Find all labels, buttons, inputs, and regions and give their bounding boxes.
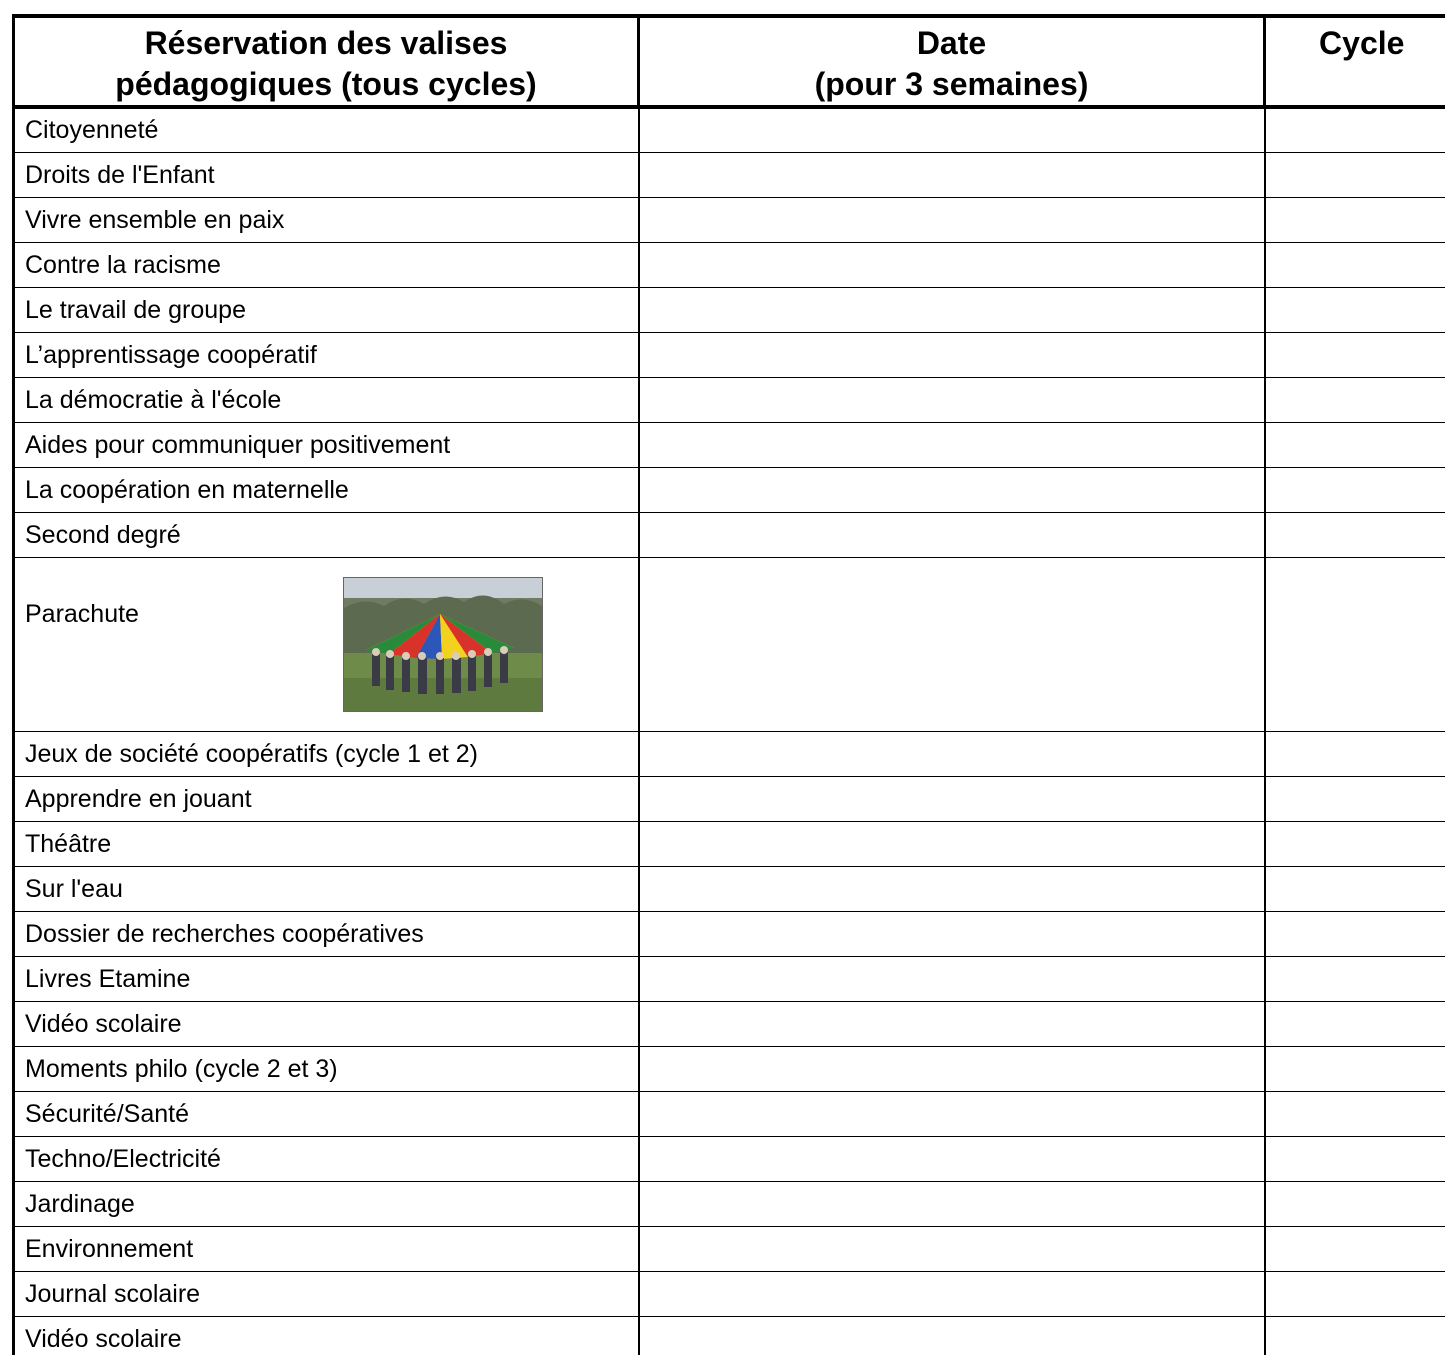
kit-name-cell: [14, 1181, 639, 1226]
kit-name: Second degré: [25, 520, 181, 549]
date-cell[interactable]: [639, 911, 1265, 956]
table-row: [14, 242, 1445, 287]
kit-name: Techno/Electricité: [25, 1144, 221, 1173]
date-cell[interactable]: [639, 1001, 1265, 1046]
table-row: [14, 152, 1445, 197]
kit-name-cell: [14, 152, 639, 197]
kit-name-cell: [14, 1226, 639, 1271]
cycle-cell[interactable]: [1265, 911, 1445, 956]
kit-name: La coopération en maternelle: [25, 475, 349, 504]
date-cell[interactable]: [639, 197, 1265, 242]
header-date-line-1: Date: [916, 25, 987, 61]
cycle-cell[interactable]: [1265, 242, 1445, 287]
cycle-cell[interactable]: [1265, 1271, 1445, 1316]
kit-name: Vidéo scolaire: [25, 1324, 182, 1353]
date-cell[interactable]: [639, 332, 1265, 377]
date-cell[interactable]: [639, 467, 1265, 512]
kit-name: Apprendre en jouant: [25, 784, 252, 813]
table-row: [14, 731, 1445, 776]
kit-name: Jeux de société coopératifs (cycle 1 et 2): [25, 739, 479, 768]
kit-name-cell: [14, 1136, 639, 1181]
cycle-cell[interactable]: [1265, 866, 1445, 911]
table-row: [14, 557, 1445, 731]
kit-name-cell: [14, 197, 639, 242]
date-cell[interactable]: [639, 821, 1265, 866]
kit-name-cell: [14, 467, 639, 512]
table-row: [14, 1091, 1445, 1136]
cycle-cell[interactable]: [1265, 287, 1445, 332]
date-cell[interactable]: [639, 776, 1265, 821]
date-cell[interactable]: [639, 287, 1265, 332]
kit-name-cell: [14, 1001, 639, 1046]
cycle-cell[interactable]: [1265, 557, 1445, 731]
date-cell[interactable]: [639, 731, 1265, 776]
kit-name: Livres Etamine: [25, 964, 191, 993]
table-row: [14, 422, 1445, 467]
date-cell[interactable]: [639, 422, 1265, 467]
table-row: [14, 467, 1445, 512]
kit-name-cell: [14, 332, 639, 377]
kit-name: Droits de l'Enfant: [25, 160, 215, 189]
cycle-cell[interactable]: [1265, 512, 1445, 557]
table-row: [14, 1001, 1445, 1046]
kit-name: Jardinage: [25, 1189, 135, 1218]
date-cell[interactable]: [639, 1226, 1265, 1271]
header-row: [14, 16, 1445, 107]
kit-name: La démocratie à l'école: [25, 385, 282, 414]
date-cell[interactable]: [639, 956, 1265, 1001]
kit-name-cell: [14, 287, 639, 332]
header-kit-column: [14, 16, 639, 107]
kit-name: Dossier de recherches coopératives: [25, 919, 424, 948]
kit-name-cell: [14, 1271, 639, 1316]
kit-name-cell: [14, 821, 639, 866]
header-date-column: [639, 16, 1265, 107]
date-cell[interactable]: [639, 1316, 1265, 1355]
cycle-cell[interactable]: [1265, 107, 1445, 152]
table-row: [14, 1316, 1445, 1355]
kit-name: Le travail de groupe: [25, 295, 246, 324]
cycle-cell[interactable]: [1265, 152, 1445, 197]
kit-name: Journal scolaire: [25, 1279, 201, 1308]
table-row: [14, 377, 1445, 422]
kit-name-cell: [14, 512, 639, 557]
reservation-table: [12, 14, 1445, 1355]
date-cell[interactable]: [639, 1046, 1265, 1091]
kit-name-cell: [14, 776, 639, 821]
date-cell[interactable]: [639, 242, 1265, 287]
table-row: [14, 197, 1445, 242]
kit-name: Aides pour communiquer positivement: [25, 430, 451, 459]
cycle-cell[interactable]: [1265, 1181, 1445, 1226]
date-cell[interactable]: [639, 1136, 1265, 1181]
header-cycle-column: Cycle: [1265, 16, 1445, 107]
table-row: [14, 1136, 1445, 1181]
date-cell[interactable]: [639, 866, 1265, 911]
date-cell[interactable]: [639, 107, 1265, 152]
table-row: [14, 1181, 1445, 1226]
cycle-cell[interactable]: [1265, 1001, 1445, 1046]
kit-name: Théâtre: [25, 829, 112, 858]
kit-name-cell: [14, 377, 639, 422]
kit-name-cell: [14, 422, 639, 467]
kit-name-cell: [14, 557, 639, 731]
table-row: [14, 107, 1445, 152]
table-row: [14, 956, 1445, 1001]
kit-name-cell: [14, 1091, 639, 1136]
kit-name: Sécurité/Santé: [25, 1099, 189, 1128]
date-cell[interactable]: [639, 1091, 1265, 1136]
table-row: [14, 776, 1445, 821]
table-row: [14, 1226, 1445, 1271]
cycle-cell[interactable]: [1265, 377, 1445, 422]
table-row: [14, 332, 1445, 377]
cycle-cell[interactable]: [1265, 332, 1445, 377]
cycle-cell[interactable]: [1265, 731, 1445, 776]
kit-name: Sur l'eau: [25, 874, 123, 903]
date-cell[interactable]: [639, 512, 1265, 557]
date-cell[interactable]: [639, 1181, 1265, 1226]
kit-name-cell: [14, 1046, 639, 1091]
kit-name: L’apprentissage coopératif: [25, 340, 317, 369]
kit-name: Parachute: [25, 599, 139, 628]
table-row: [14, 1046, 1445, 1091]
kit-name: Vidéo scolaire: [25, 1009, 182, 1038]
table-row: [14, 911, 1445, 956]
kit-name-cell: [14, 1316, 639, 1355]
kit-name: Vivre ensemble en paix: [25, 205, 285, 234]
cycle-cell[interactable]: [1265, 956, 1445, 1001]
table-row: [14, 866, 1445, 911]
cycle-cell[interactable]: [1265, 1316, 1445, 1355]
date-cell[interactable]: [639, 1271, 1265, 1316]
table-row: [14, 821, 1445, 866]
header-kit-line-2: pédagogiques (tous cycles): [115, 66, 537, 102]
table-row: [14, 287, 1445, 332]
kit-name: Moments philo (cycle 2 et 3): [25, 1054, 338, 1083]
date-cell[interactable]: [639, 152, 1265, 197]
header-date-line-2: (pour 3 semaines): [814, 66, 1089, 102]
date-cell[interactable]: [639, 377, 1265, 422]
parachute-photo: [343, 577, 543, 712]
reservation-sheet: [12, 14, 1445, 1355]
kit-name-cell: [14, 911, 639, 956]
table-row: [14, 512, 1445, 557]
date-cell[interactable]: [639, 557, 1265, 731]
kit-name-cell: [14, 242, 639, 287]
cycle-cell[interactable]: [1265, 197, 1445, 242]
kit-name-cell: [14, 956, 639, 1001]
kit-name: Citoyenneté: [25, 116, 159, 145]
cycle-cell[interactable]: [1265, 1226, 1445, 1271]
cycle-cell[interactable]: [1265, 1046, 1445, 1091]
cycle-cell[interactable]: [1265, 776, 1445, 821]
cycle-cell[interactable]: [1265, 1136, 1445, 1181]
kit-name-cell: [14, 866, 639, 911]
cycle-cell[interactable]: [1265, 467, 1445, 512]
cycle-cell[interactable]: [1265, 821, 1445, 866]
cycle-cell[interactable]: [1265, 1091, 1445, 1136]
kit-name: Environnement: [25, 1234, 194, 1263]
kit-name-cell: [14, 107, 639, 152]
kit-name-cell: [14, 731, 639, 776]
kit-name: Contre la racisme: [25, 250, 221, 279]
header-kit-line-1: Réservation des valises: [144, 25, 508, 61]
table-row: [14, 1271, 1445, 1316]
cycle-cell[interactable]: [1265, 422, 1445, 467]
